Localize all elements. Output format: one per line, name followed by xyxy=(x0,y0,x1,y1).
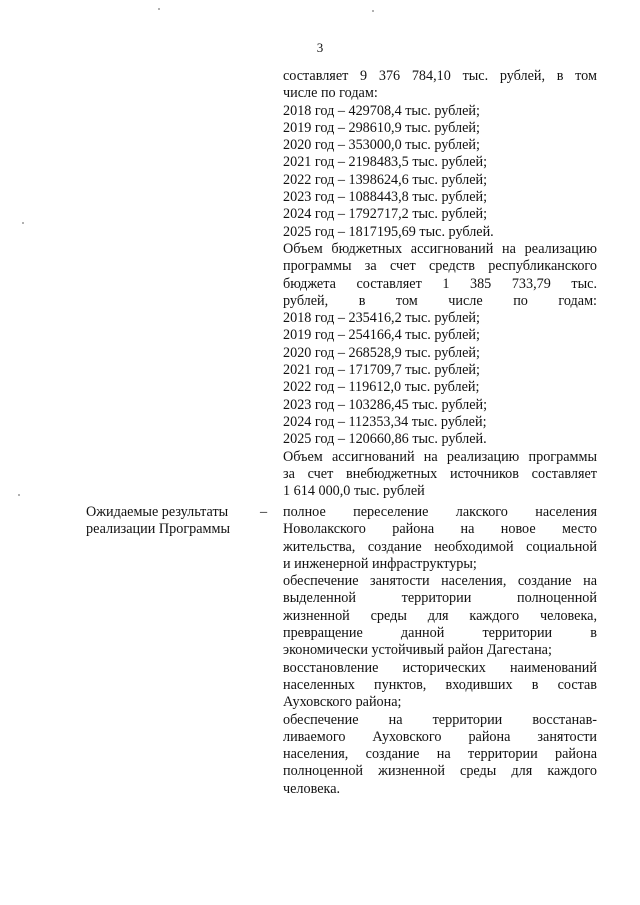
result-line: человека. xyxy=(283,780,341,797)
funding-year-line: 2019 год – 298610,9 тыс. рублей; xyxy=(283,119,480,136)
republican-budget-line: программы за счет средств республиканского xyxy=(283,258,597,275)
result-paragraph xyxy=(283,504,597,573)
results-label-line: реализации Программы xyxy=(86,521,231,538)
republican-budget-line: рублей, в том числе по годам: xyxy=(283,292,597,309)
republican-year-line: 2020 год – 268528,9 тыс. рублей; xyxy=(283,344,480,361)
result-line: восстановление исторических наименований xyxy=(283,659,597,676)
extrabudget-line: 1 614 000,0 тыс. рублей xyxy=(283,483,425,500)
results-label-line: Ожидаемые результаты xyxy=(86,504,229,520)
republican-year-line: 2022 год – 119612,0 тыс. рублей; xyxy=(283,379,480,396)
funding-year-line: 2021 год – 2198483,5 тыс. рублей; xyxy=(283,154,488,171)
funding-year-line: 2022 год – 1398624,6 тыс. рублей; xyxy=(283,171,488,188)
scan-speck xyxy=(372,10,374,12)
scan-speck xyxy=(18,494,20,496)
results-dash: – xyxy=(260,504,268,520)
result-line: выделенной территории полноценной xyxy=(283,590,597,607)
result-line: жизненной среды для каждого человека, xyxy=(283,607,597,624)
republican-year-line: 2019 год – 254166,4 тыс. рублей; xyxy=(283,327,480,344)
funding-total-line: числе по годам: xyxy=(283,85,378,102)
republican-year-line: 2025 год – 120660,86 тыс. рублей. xyxy=(283,431,487,448)
republican-year-line: 2021 год – 171709,7 тыс. рублей; xyxy=(283,362,480,379)
result-line: обеспечение на территории восстанав- xyxy=(283,711,597,728)
result-line: ливаемого Ауховского района занятости xyxy=(283,728,597,745)
result-line: и инженерной инфраструктуры; xyxy=(283,555,477,572)
result-line: населенных пунктов, входивших в состав xyxy=(283,676,597,693)
funding-year-line: 2024 год – 1792717,2 тыс. рублей; xyxy=(283,206,488,223)
funding-year-line: 2018 год – 429708,4 тыс. рублей; xyxy=(283,102,480,119)
result-paragraph xyxy=(283,712,597,798)
funding-total-line: составляет 9 376 784,10 тыс. рублей, в том xyxy=(283,68,597,84)
funding-section xyxy=(283,68,597,500)
republican-year-line: 2024 год – 112353,34 тыс. рублей; xyxy=(283,413,487,430)
extrabudget-line: Объем ассигнований на реализацию программы xyxy=(283,448,597,465)
results-content xyxy=(283,504,597,798)
funding-year-line: 2025 год – 1817195,69 тыс. рублей. xyxy=(283,223,494,240)
result-line: полное переселение лакского населения xyxy=(283,504,597,520)
page-number: 3 xyxy=(316,40,324,55)
result-line: обеспечение занятости населения, создание на xyxy=(283,573,597,590)
republican-budget-line: бюджета составляет 1 385 733,79 тыс. xyxy=(283,275,597,292)
result-line: экономически устойчивый район Дагестана; xyxy=(283,642,552,659)
scan-speck xyxy=(22,222,24,224)
republican-budget-line: Объем бюджетных ассигнований на реализацию xyxy=(283,240,597,257)
funding-year-line: 2023 год – 1088443,8 тыс. рублей; xyxy=(283,189,488,206)
result-line: превращение данной территории в xyxy=(283,625,597,642)
republican-year-line: 2018 год – 235416,2 тыс. рублей; xyxy=(283,310,480,327)
result-line: населения, создание на территории района xyxy=(283,746,597,763)
result-paragraph xyxy=(283,573,597,659)
funding-year-line: 2020 год – 353000,0 тыс. рублей; xyxy=(283,137,480,154)
result-paragraph xyxy=(283,660,597,712)
result-line: Ауховского района; xyxy=(283,694,402,711)
result-line: Новолакского района на новое место xyxy=(283,521,597,538)
results-label xyxy=(86,504,256,539)
result-line: полноценной жизненной среды для каждого xyxy=(283,763,597,780)
republican-year-line: 2023 год – 103286,45 тыс. рублей; xyxy=(283,396,488,413)
scan-speck xyxy=(158,8,160,10)
extrabudget-line: за счет внебюджетных источников составляет xyxy=(283,465,597,482)
result-line: жительства, создание необходимой социальной xyxy=(283,538,597,555)
